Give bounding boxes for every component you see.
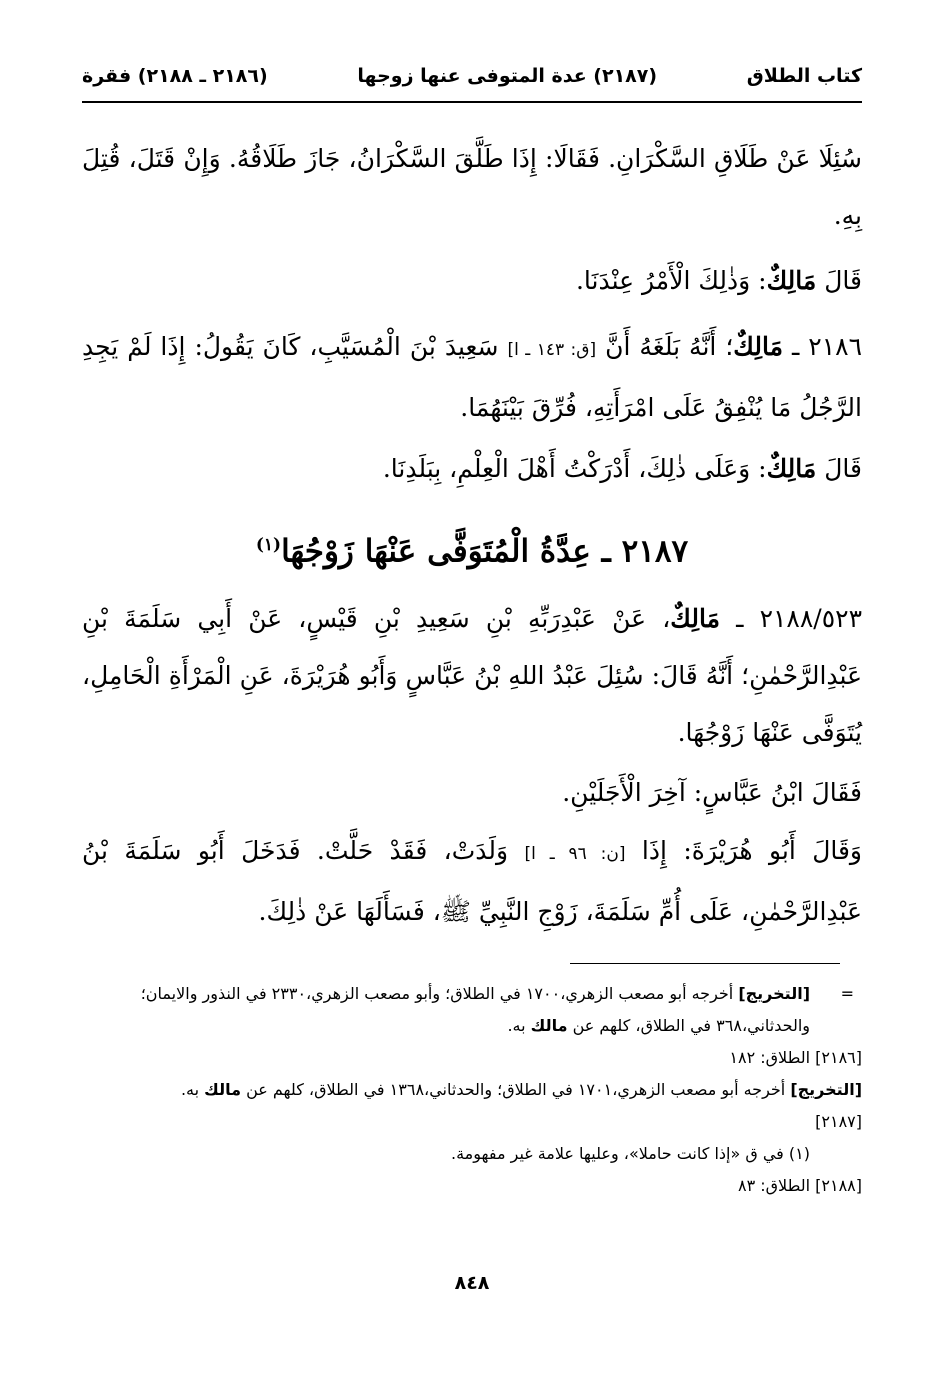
p3-malik: مَالِكٌ bbox=[733, 332, 783, 361]
paragraph-1: سُئِلَا عَنْ طَلَاقِ السَّكْرَانِ. فَقَالَا: إِذَا طَلَّقَ السَّكْرَانُ، جَازَ طَلَاقُهُ. وَإِنْ قَتَلَ، قُتِلَ بِهِ. bbox=[82, 144, 862, 230]
p3-manuscript-ref: [ق: ١٤٣ ـ ا] bbox=[507, 340, 597, 360]
paragraph-6: فَقَالَ ابْنُ عَبَّاسٍ: آخِرَ الْأَجَلَيْنِ. bbox=[562, 778, 862, 807]
paragraph-7 bbox=[82, 822, 862, 940]
paragraph-2186 bbox=[82, 318, 862, 436]
footnotes bbox=[82, 978, 862, 1202]
p5-number: ٢١٨٨/٥٢٣ ـ bbox=[719, 604, 862, 633]
chapter-footnote-mark: (١) bbox=[255, 535, 282, 555]
takhrij-malik: مالك bbox=[530, 1016, 568, 1035]
chapter-heading-text: ٢١٨٧ ـ عِدَّةُ الْمُتَوَفَّى عَنْهَا زَوْجُهَا bbox=[281, 533, 689, 570]
p7-before: وَقَالَ أَبُو هُرَيْرَةَ: إِذَا bbox=[625, 836, 863, 865]
p3-after: سَعِيدَ بْنَ الْمُسَيَّبِ، كَانَ يَقُولُ: إِذَا لَمْ يَجِدِ الرَّجُلُ مَا يُنْفِقُ عَلَى امْرَأَتِهِ، فُرِّقَ بَيْنَهُمَا. bbox=[82, 332, 862, 422]
footnote-takhrij-1 bbox=[82, 978, 862, 1042]
p2-after: : وَذٰلِكَ الْأَمْرُ عِنْدَنَا. bbox=[575, 266, 767, 295]
footnote-ref-2187: [٢١٨٧] bbox=[815, 1112, 862, 1131]
paragraph-4 bbox=[82, 440, 862, 497]
p5-malik: مَالِكٌ bbox=[670, 604, 720, 633]
paragraph-2188 bbox=[82, 590, 862, 761]
p5-after: ، عَنْ عَبْدِرَبِّهِ بْنِ سَعِيدِ بْنِ قَيْسٍ، عَنْ أَبِي سَلَمَةَ بْنِ عَبْدِالرَّحْمٰنِ؛ أَنَّهُ قَالَ: سُئِلَ عَبْدُ اللهِ بْنُ عَبَّاسٍ وَأَبُو هُرَيْرَةَ، عَنِ الْمَرْأَةِ الْحَامِلِ، يُتَوَفَّى عَنْهَا زَوْجُهَا. bbox=[82, 604, 862, 747]
chapter-heading bbox=[82, 515, 862, 581]
header-paragraph-range: (٢١٨٦ ـ ٢١٨٨) فقرة bbox=[82, 65, 268, 87]
continuation-mark: = bbox=[840, 984, 854, 1003]
header-book-title: كتاب الطلاق bbox=[746, 65, 862, 87]
header-divider bbox=[82, 101, 862, 103]
footnote-note-1: (١) في ق «إذا كانت حاملا»، وعليها علامة غير مفهومة. bbox=[450, 1144, 810, 1163]
takhrij-end: به. bbox=[507, 1016, 531, 1035]
p4-after: : وَعَلَى ذٰلِكَ، أَدْرَكْتُ أَهْلَ الْعِلْمِ، بِبَلَدِنَا. bbox=[382, 454, 767, 483]
p2-malik: مَالِكٌ bbox=[766, 266, 817, 295]
takhrij-malik: مالك bbox=[204, 1080, 241, 1099]
takhrij-end: به. bbox=[180, 1080, 205, 1099]
footnote-divider bbox=[570, 963, 840, 964]
footnote-ref-2188: [٢١٨٨] الطلاق: ٨٣ bbox=[737, 1176, 862, 1195]
p3-mid: ؛ أَنَّهُ بَلَغَهُ أَنَّ bbox=[596, 332, 734, 361]
p3-number: ٢١٨٦ ـ bbox=[783, 332, 863, 361]
p4-before: قَالَ bbox=[816, 454, 862, 483]
header-chapter-title: (٢١٨٧) عدة المتوفى عنها زوجها bbox=[357, 65, 658, 87]
p7-after: وَلَدَتْ، فَقَدْ حَلَّتْ. فَدَخَلَ أَبُو سَلَمَةَ بْنُ عَبْدِالرَّحْمٰنِ، عَلَى أُمِّ سَلَمَةَ، زَوْجِ النَّبِيِّ ﷺ، فَسَأَلَهَا عَنْ ذٰلِكَ. bbox=[82, 836, 862, 926]
p4-malik: مَالِكٌ bbox=[766, 454, 817, 483]
p2-before: قَالَ bbox=[816, 266, 862, 295]
takhrij-tag: [التخريج] bbox=[790, 1080, 862, 1099]
takhrij-text: أخرجه أبو مصعب الزهري،١٧٠١ في الطلاق؛ والحدثاني،١٣٦٨ في الطلاق، كلهم عن bbox=[241, 1080, 791, 1099]
takhrij-text: أخرجه أبو مصعب الزهري،١٧٠٠ في الطلاق؛ وأبو مصعب الزهري،٢٣٣٠ في النذور والايمان؛ والحدثاني،٣٦٨ في الطلاق، كلهم عن bbox=[140, 984, 810, 1035]
running-header bbox=[82, 58, 862, 94]
p7-manuscript-ref: [ن: ٩٦ ـ ا] bbox=[524, 844, 626, 864]
page-number: ٨٤٨ bbox=[454, 1272, 490, 1294]
footnote-ref-2186: [٢١٨٦] الطلاق: ١٨٢ bbox=[729, 1048, 862, 1067]
footnote-takhrij-2 bbox=[82, 1074, 862, 1106]
takhrij-tag: [التخريج] bbox=[738, 984, 810, 1003]
paragraph-2 bbox=[82, 252, 862, 309]
